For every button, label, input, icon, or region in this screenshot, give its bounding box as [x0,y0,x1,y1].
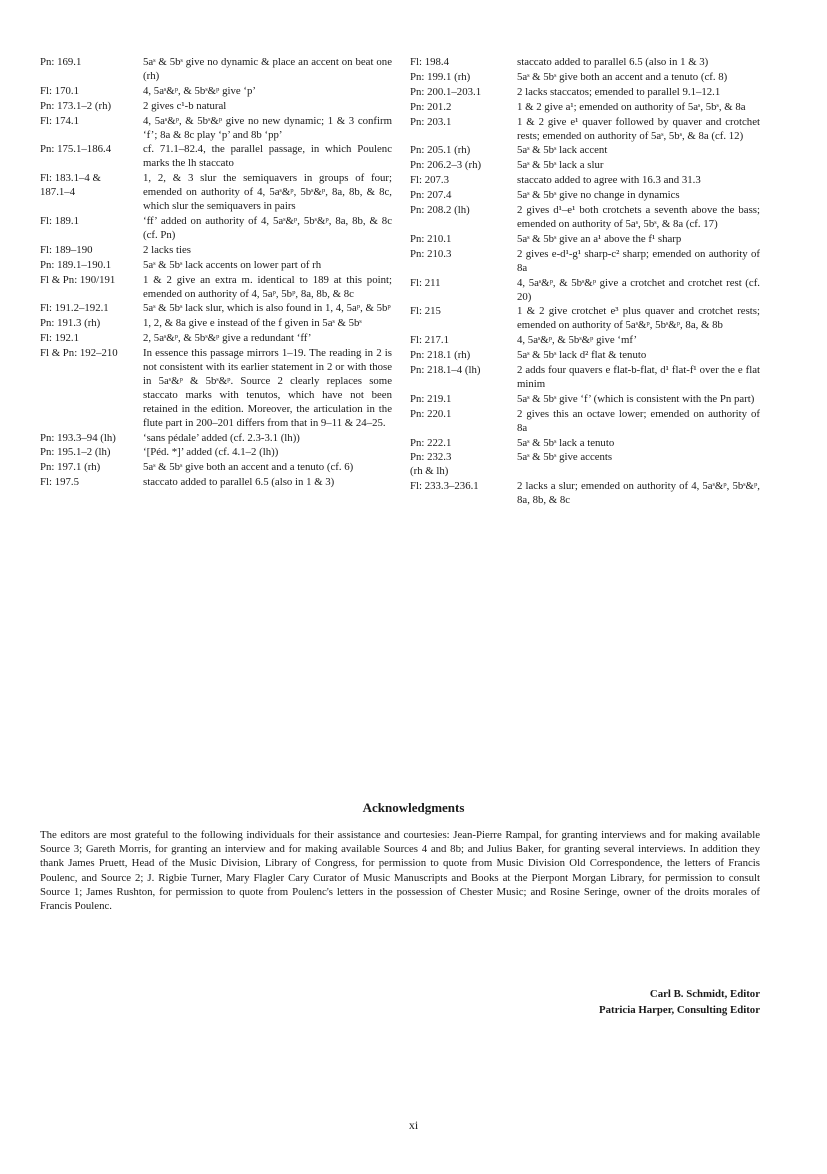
note-entry [40,302,392,316]
note-text: 2, 5aˢ&ᵖ, & 5bˢ&ᵖ give a redundant ‘ff’ [143,332,312,345]
note-text: cf. 71.1–82.4, the parallel passage, in which Poulenc marks the lh staccato [143,143,392,170]
note-location: Pn: 175.1–186.4 [40,143,112,156]
note-text: ‘sans pédale’ added (cf. 2.3-3.1 (lh)) [143,431,300,444]
note-location: Pn: 208.2 (lh) [410,204,470,217]
note-text: 5aˢ & 5bˢ give no dynamic & place an accent on beat one (rh) [143,56,392,82]
note-entry [40,115,392,143]
note-location: Pn: 195.1–2 (lh) [40,446,111,459]
note-entry [40,461,392,475]
note-location: Pn: 189.1–190.1 [40,258,112,271]
page-number: xi [408,1118,419,1132]
note-entry [410,277,760,305]
note-text: 2 gives e-d¹-g¹ sharp-c² sharp; emended on authority of 8a [517,247,760,274]
note-location: Pn: 210.3 [410,247,452,260]
note-entry [410,437,760,451]
note-location: Fl: 215 [410,305,441,318]
editor-signature: Carl B. Schmidt, Editor [649,988,760,1000]
note-location: Fl: 189.1 [40,214,79,227]
note-entry [40,317,392,331]
note-text: 5aˢ & 5bˢ give ‘f’ (which is consistent with the Pn part) [517,392,755,405]
note-entry [410,480,760,508]
note-location: Pn: 218.1–4 (lh) [410,364,481,377]
note-entry [410,204,760,232]
note-entry [410,56,760,70]
note-text: 4, 5aˢ&ᵖ, & 5bˢ&ᵖ give a crotchet and crotchet rest (cf. 20) [517,276,760,303]
note-location: Pn: 207.4 [410,189,452,202]
note-text: 1, 2, & 3 slur the semiquavers in groups of four; emended on authority of 4, 5aˢ&ᵖ, 5bˢ&ᵖ, 8a, 8b, & 8c, which slur the semiquavers in pairs [143,172,392,213]
note-entry [410,116,760,144]
note-text: 1, 2, & 8a give e instead of the f given in 5aˢ & 5bˢ [143,317,362,330]
note-text: 2 gives c¹-b natural [143,99,227,112]
note-location: Fl: 211 [410,276,441,289]
note-entry [410,305,760,333]
note-location: Fl: 217.1 [410,334,449,347]
note-text: 5aˢ & 5bˢ lack slur, which is also found in 1, 4, 5aᵖ, & 5bᵖ [143,302,391,315]
note-location: Pn: 219.1 [410,392,452,405]
note-location: Fl: 197.5 [40,476,79,489]
note-entry [410,144,760,158]
note-text: 5aˢ & 5bˢ lack a tenuto [517,436,615,449]
note-entry [40,100,392,114]
note-text: 5aˢ & 5bˢ lack a slur [517,159,604,172]
note-location: Pn: 218.1 (rh) [410,349,471,362]
note-entry [40,85,392,99]
note-entry [410,364,760,392]
left-notes-column [40,56,392,491]
note-entry [410,174,760,188]
note-text: 2 adds four quavers e flat-b-flat, d¹ flat-f¹ over the e flat minim [517,364,760,390]
note-location: Pn: 199.1 (rh) [410,70,471,83]
note-location: Pn: 205.1 (rh) [410,144,471,157]
note-entry [40,446,392,460]
note-text: 2 gives d¹–e¹ both crotchets a seventh above the bass; emended on authority of 5aˢ, 5bˢ, & 8a (cf. 17) [517,204,760,230]
note-text: 5aˢ & 5bˢ give no change in dynamics [517,189,680,202]
note-location: Pn: 203.1 [410,115,452,128]
note-text: 5aˢ & 5bˢ lack d² flat & tenuto [517,349,647,362]
note-location: Pn: 210.1 [410,232,452,245]
note-entry [410,71,760,85]
acknowledgments-title: Acknowledgments [362,800,465,815]
note-location: Pn: 191.3 (rh) [40,317,101,330]
note-entry [40,56,392,84]
note-location: Pn: 200.1–203.1 [410,85,482,98]
note-entry [40,476,392,490]
note-location: Pn: 206.2–3 (rh) [410,159,482,172]
note-entry [40,259,392,273]
note-text: 5aˢ & 5bˢ lack accent [517,144,608,157]
note-location: Fl: 191.2–192.1 [40,302,109,315]
note-text: In essence this passage mirrors 1–19. The reading in 2 is not consistent with its earlier statement in 2 or with those in 5aˢ&ᵖ & 5bˢ&ᵖ. Source 2 clearly replaces some staccato marks with tenutos, which have not been retained in the edition. Moreover, the articulation in the flute part in 200–201 differs from that in 9–11 & 24–25. [143,347,392,429]
note-text: 2 gives this an octave lower; emended on authority of 8a [517,407,760,434]
note-text: 1 & 2 give a¹; emended on authority of 5aˢ, 5bˢ, & 8a [517,100,746,113]
note-entry [410,248,760,276]
note-location: Fl: 170.1 [40,84,79,97]
note-entry [40,172,392,214]
note-entry [410,86,760,100]
note-location: Pn: 232.3 (rh & lh) [410,451,452,478]
note-text: 4, 5aˢ&ᵖ, & 5bˢ&ᵖ give ‘mf’ [517,334,638,347]
note-entry [410,349,760,363]
note-location: Pn: 197.1 (rh) [40,461,101,474]
note-text: 4, 5aˢ&ᵖ, & 5bˢ&ᵖ give no new dynamic; 1 & 3 confirm ‘f’; 8a & 8c play ‘p’ and 8b ‘pp’ [143,114,392,141]
note-entry [410,451,760,479]
note-location: Fl: 198.4 [410,56,449,68]
note-text: staccato added to parallel 6.5 (also in 1 & 3) [517,56,709,68]
note-location: Fl: 189–190 [40,243,93,256]
note-entry [410,189,760,203]
note-text: 5aˢ & 5bˢ lack accents on lower part of rh [143,258,322,271]
note-location: Fl: 174.1 [40,114,79,127]
note-entry [40,215,392,243]
note-text: staccato added to parallel 6.5 (also in 1 & 3) [143,476,335,489]
note-text: ‘ff’ added on authority of 4, 5aˢ&ᵖ, 5bˢ&ᵖ, 8a, 8b, & 8c (cf. Pn) [143,214,392,241]
note-location: Pn: 222.1 [410,436,452,449]
note-text: 2 lacks ties [143,243,191,256]
note-location: Fl: 192.1 [40,332,79,345]
note-text: 1 & 2 give an extra m. identical to 189 at this point; emended on authority of 4, 5aᵖ, 5bᵖ, 8a, 8b, & 8c [143,273,392,300]
note-entry [40,332,392,346]
note-entry [40,432,392,446]
note-text: ‘[Péd. *]’ added (cf. 4.1–2 (lh)) [143,446,279,459]
note-location: Pn: 169.1 [40,56,82,68]
note-entry [40,244,392,258]
note-location: Pn: 201.2 [410,100,452,113]
note-entry [410,334,760,348]
note-text: 5aˢ & 5bˢ give both an accent and a tenuto (cf. 6) [143,461,354,474]
note-text: 5aˢ & 5bˢ give accents [517,451,613,464]
note-entry [410,159,760,173]
note-location: Fl & Pn: 192–210 [40,347,118,360]
note-text: staccato added to agree with 16.3 and 31.3 [517,174,701,187]
note-entry [40,347,392,430]
note-entry [40,274,392,302]
note-text: 5aˢ & 5bˢ give an a¹ above the f¹ sharp [517,232,682,245]
note-entry [410,408,760,436]
note-location: Fl: 183.1–4 & 187.1–4 [40,172,101,199]
note-location: Pn: 193.3–94 (lh) [40,431,116,444]
note-text: 1 & 2 give crotchet e³ plus quaver and crotchet rests; emended on authority of 5aˢ&ᵖ, 5bˢ&ᵖ, 8a, & 8b [517,305,760,332]
note-text: 1 & 2 give e¹ quaver followed by quaver and crotchet rests; emended on authority of 5aˢ, 5bˢ, & 8a (cf. 12) [517,115,760,142]
note-location: Fl: 233.3–236.1 [410,480,479,493]
note-entry [40,143,392,171]
note-entry [410,101,760,115]
note-entry [410,393,760,407]
note-location: Fl: 207.3 [410,174,449,187]
note-text: 5aˢ & 5bˢ give both an accent and a tenuto (cf. 8) [517,70,728,83]
note-location: Pn: 220.1 [410,407,452,420]
note-location: Fl & Pn: 190/191 [40,273,116,286]
note-text: 4, 5aˢ&ᵖ, & 5bˢ&ᵖ give ‘p’ [143,84,256,97]
note-text: 2 lacks staccatos; emended to parallel 9.1–12.1 [517,85,721,98]
consulting-editor-signature: Patricia Harper, Consulting Editor [599,1004,760,1016]
note-location: Pn: 173.1–2 (rh) [40,99,112,112]
note-entry [410,233,760,247]
right-notes-column [410,56,760,509]
acknowledgments-body: The editors are most grateful to the following individuals for their assistance and courtesies: Jean-Pierre Rampal, for granting interviews and for making available Source 3; Gareth Morris, for granting an interview and for making available Sources 4 and 8b; and Julius Baker, for granting several interviews. In addition they thank James Pruett, Head of the Music Division, Library of Congress, for permission to quote from Music Division Old Correspondence, the letters of Francis Poulenc, and Source 2; J. Rigbie Turner, Mary Flagler Cary Curator of Music Manuscripts and Books at the Pierpont Morgan Library, for permission to consult Source 1; James Rushton, for permission to quote from Poulenc's letters in the possession of Chester Music; and Rosine Seringe, owner of the droits morales of Francis Poulenc. [40,829,760,913]
note-text: 2 lacks a slur; emended on authority of 4, 5aˢ&ᵖ, 5bˢ&ᵖ, 8a, 8b, & 8c [517,480,760,507]
